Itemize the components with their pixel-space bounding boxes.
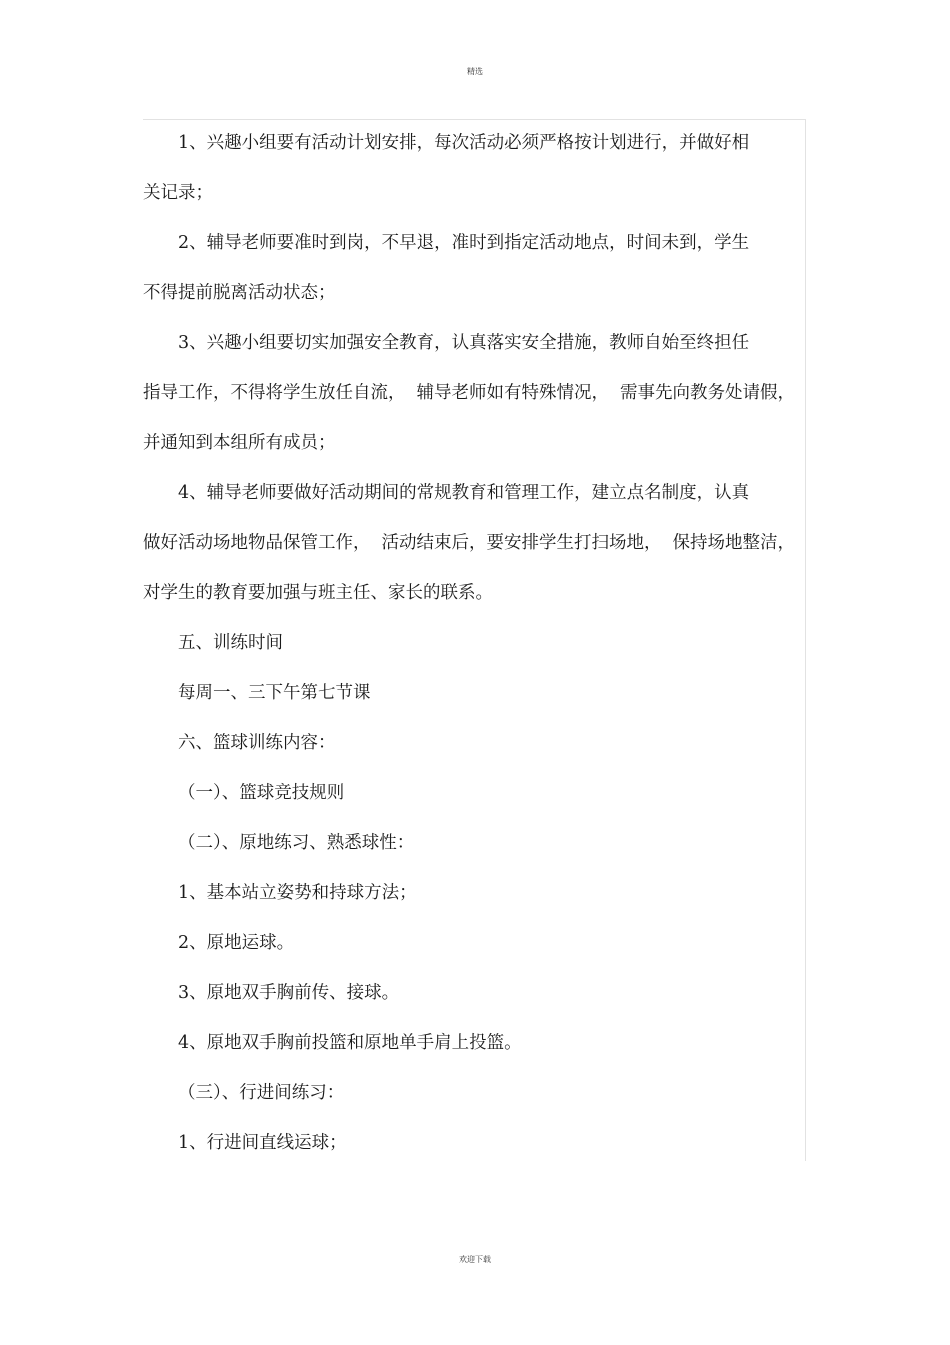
paragraph-3-line-3: 并通知到本组所有成员； (143, 433, 336, 453)
paragraph-4-line-2-part-c: 保持场地整洁， (672, 533, 795, 553)
paragraph-4-line-2 (143, 533, 795, 553)
section-6-item-b3: 3、原地双手胸前传、接球。 (178, 983, 400, 1003)
section-6-item-b2: 2、原地运球。 (178, 933, 295, 953)
paragraph-2-line-2: 不得提前脱离活动状态； (143, 283, 336, 303)
section-6-item-c1: 1、行进间直线运球； (178, 1133, 347, 1153)
section-6-item-b4: 4、原地双手胸前投篮和原地单手肩上投篮。 (178, 1033, 522, 1053)
section-5-text: 每周一、三下午第七节课 (178, 683, 371, 703)
paragraph-2-line-1: 2、辅导老师要准时到岗，不早退，准时到指定活动地点，时间未到，学生 (178, 233, 750, 253)
section-5-heading: 五、训练时间 (178, 633, 283, 653)
paragraph-1-line-1: 1、兴趣小组要有活动计划安排，每次活动必须严格按计划进行，并做好相 (178, 133, 750, 153)
paragraph-4-line-2-part-b: 活动结束后，要安排学生打扫场地， (381, 533, 662, 553)
section-6-subheading-2: （二）、原地练习、熟悉球性： (178, 833, 415, 853)
page-header-label: 精选 (467, 67, 483, 76)
paragraph-4-line-2-part-a: 做好活动场地物品保管工作， (143, 533, 371, 553)
paragraph-1-line-2: 关记录； (143, 183, 213, 203)
page-footer-label: 欢迎下载 (459, 1255, 491, 1264)
paragraph-3-line-2-part-b: 辅导老师如有特殊情况， (416, 383, 609, 403)
paragraph-3-line-2 (143, 383, 795, 403)
section-6-heading: 六、篮球训练内容： (178, 733, 336, 753)
paragraph-3-line-2-part-c: 需事先向教务处请假， (620, 383, 795, 403)
section-6-subheading-3: （三）、行进间练习： (178, 1083, 345, 1103)
paragraph-3-line-1: 3、兴趣小组要切实加强安全教育，认真落实安全措施，教师自始至终担任 (178, 333, 750, 353)
section-6-subheading-1: （一）、篮球竞技规则 (178, 783, 345, 803)
paragraph-4-line-1: 4、辅导老师要做好活动期间的常规教育和管理工作，建立点名制度，认真 (178, 483, 750, 503)
paragraph-3-line-2-part-a: 指导工作，不得将学生放任自流， (143, 383, 406, 403)
paragraph-4-line-3: 对学生的教育要加强与班主任、家长的联系。 (143, 583, 493, 603)
section-6-item-b1: 1、基本站立姿势和持球方法； (178, 883, 417, 903)
